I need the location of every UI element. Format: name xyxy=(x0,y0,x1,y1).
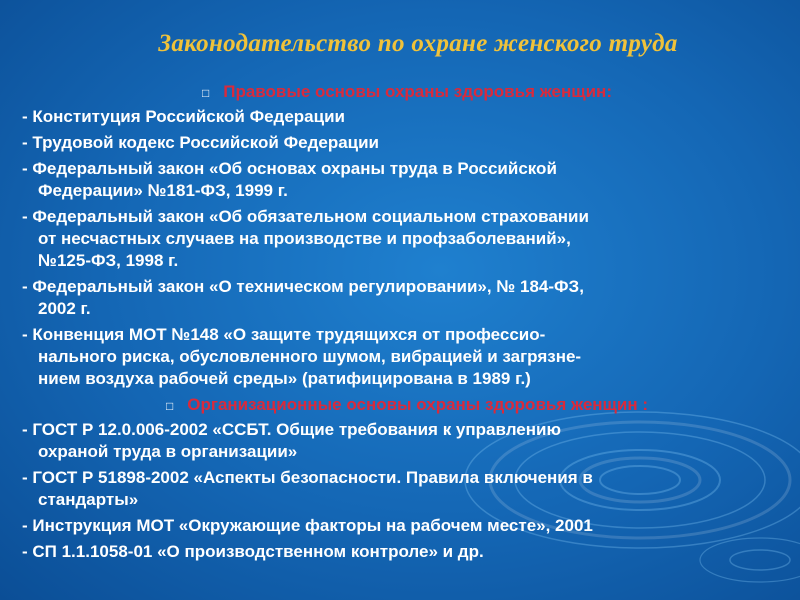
list-item xyxy=(22,158,792,202)
list-item-text: - СП 1.1.1058-01 «О производственном контроле» и др. xyxy=(22,542,484,561)
section-heading-text: Правовые основы охраны здоровья женщин: xyxy=(223,82,612,101)
list-item xyxy=(22,276,792,320)
list-item-text: - Федеральный закон «Об обязательном социальном страховании xyxy=(22,207,589,226)
list-item xyxy=(22,132,792,154)
list-item-text: - ГОСТ Р 12.0.006-2002 «ССБТ. Общие требования к управлению xyxy=(22,420,561,439)
list-item-continuation: Федерации» №181-ФЗ, 1999 г. xyxy=(38,181,288,200)
list-item-continuation: нием воздуха рабочей среды» (ратифицирована в 1989 г.) xyxy=(38,369,531,388)
list-item-text: - Инструкция МОТ «Окружающие факторы на рабочем месте», 2001 xyxy=(22,516,593,535)
list-item-text: - Трудовой кодекс Российской Федерации xyxy=(22,133,380,152)
list-item-text: - Федеральный закон «Об основах охраны труда в Российской xyxy=(22,159,557,178)
organizational-basis-list xyxy=(22,419,792,563)
list-item-text: - ГОСТ Р 51898-2002 «Аспекты безопасности. Правила включения в xyxy=(22,468,593,487)
list-item xyxy=(22,515,792,537)
list-item-continuation: №125-ФЗ, 1998 г. xyxy=(38,251,179,270)
list-item-text: - Конвенция МОТ №148 «О защите трудящихся от профессио- xyxy=(22,325,546,344)
list-item xyxy=(22,467,792,511)
slide-title: Законодательство по охране женского труда xyxy=(158,30,678,57)
list-item-continuation: 2002 г. xyxy=(38,299,91,318)
list-item-continuation: охраной труда в организации» xyxy=(38,442,298,461)
square-bullet-icon: □ xyxy=(201,86,210,100)
section-heading-legal xyxy=(22,81,792,104)
slide-content xyxy=(22,81,792,567)
list-item-text: - Федеральный закон «О техническом регулировании», № 184-ФЗ, xyxy=(22,277,584,296)
list-item xyxy=(22,541,792,563)
list-item-continuation: стандарты» xyxy=(38,490,139,509)
list-item xyxy=(22,419,792,463)
list-item-continuation: от несчастных случаев на производстве и профзаболеваний», xyxy=(38,229,571,248)
list-item-continuation: нального риска, обусловленного шумом, вибрацией и загрязне- xyxy=(38,347,582,366)
list-item xyxy=(22,106,792,128)
section-heading-organizational xyxy=(22,394,792,417)
list-item xyxy=(22,206,792,272)
list-item-text: - Конституция Российской Федерации xyxy=(22,107,345,126)
legal-basis-list xyxy=(22,106,792,390)
list-item xyxy=(22,324,792,390)
square-bullet-icon: □ xyxy=(166,399,174,413)
section-heading-text: Организационные основы охраны здоровья женщин : xyxy=(187,395,648,414)
